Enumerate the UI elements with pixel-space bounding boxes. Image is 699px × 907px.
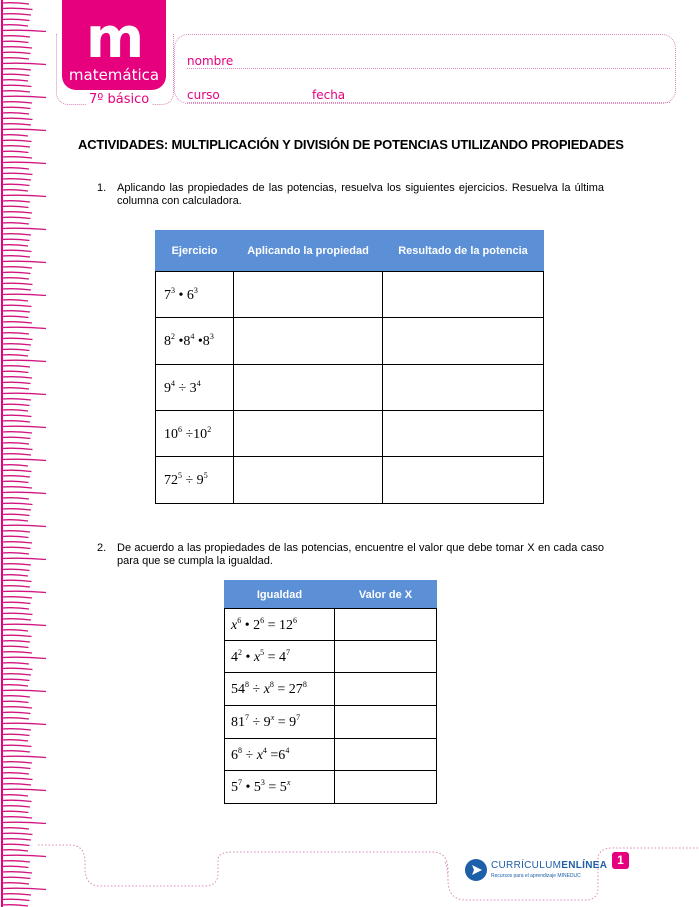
- table-row: [225, 609, 437, 641]
- table-row: [156, 318, 544, 365]
- property-input[interactable]: [234, 318, 383, 365]
- value-x-input[interactable]: [335, 771, 437, 804]
- play-arrow-icon: [465, 859, 487, 881]
- logo-letter: m: [85, 6, 143, 71]
- property-input[interactable]: [234, 365, 383, 411]
- logo-subject: matemática: [68, 66, 160, 84]
- page-title: ACTIVIDADES: MULTIPLICACIÓN Y DIVISIÓN DE POTENCIAS UTILIZANDO PROPIEDADES: [78, 137, 624, 152]
- header-aplicando: Aplicando la propiedad: [234, 231, 383, 272]
- name-field[interactable]: [187, 68, 670, 69]
- result-input[interactable]: [383, 411, 544, 457]
- exercise-table: [155, 230, 544, 504]
- equality-cell: $5^7$ • $5^3 = 5^x$: [225, 771, 335, 804]
- property-input[interactable]: [234, 457, 383, 504]
- table-row: [156, 457, 544, 504]
- exercise-cell: $7^3$ • $6^3$: [156, 272, 234, 318]
- table-row: [225, 739, 437, 771]
- equality-cell: $6^8 \div x^4 =6^4$: [225, 739, 335, 771]
- question-1-text: Aplicando las propiedades de las potencias, resuelva los siguientes ejercicios. Resuelva la última columna con calculadora.: [117, 182, 604, 207]
- page-number: 1: [612, 852, 629, 869]
- student-info-box: [174, 34, 676, 104]
- result-input[interactable]: [383, 318, 544, 365]
- name-label: nombre: [187, 54, 234, 68]
- property-input[interactable]: [234, 411, 383, 457]
- question-1-number: 1.: [97, 182, 107, 194]
- value-x-input[interactable]: [335, 641, 437, 673]
- result-input[interactable]: [383, 457, 544, 504]
- table-row: [225, 771, 437, 804]
- value-x-input[interactable]: [335, 673, 437, 706]
- spiral-binding-decoration: [0, 0, 48, 907]
- header-ejercicio: Ejercicio: [156, 231, 234, 272]
- equality-table: [224, 580, 437, 804]
- table-row: [156, 365, 544, 411]
- header-valor-x: Valor de X: [335, 581, 437, 609]
- equality-cell: $54^8 \div x^8 = 27^8$: [225, 673, 335, 706]
- table-row: [225, 706, 437, 739]
- brand-tagline: Recursos para el aprendizaje MINEDUC: [491, 873, 581, 879]
- equality-cell: $4^2$ • $x^5 = 4^7$: [225, 641, 335, 673]
- table-row: [225, 641, 437, 673]
- question-2-text: De acuerdo a las propiedades de las potencias, encuentre el valor que debe tomar X en cada caso para que se cumpla la igualdad.: [117, 542, 604, 567]
- equality-cell: $x^6$ • $2^6 = 12^6$: [225, 609, 335, 641]
- table-row: [156, 411, 544, 457]
- table-row: [156, 272, 544, 318]
- brand-main: CURRÍCULUM: [491, 860, 562, 871]
- course-label: curso: [187, 88, 220, 102]
- exercise-cell: $72^5 \div 9^5$: [156, 457, 234, 504]
- exercise-cell: $9^4 \div 3^4$: [156, 365, 234, 411]
- date-label: fecha: [312, 88, 346, 102]
- result-input[interactable]: [383, 272, 544, 318]
- value-x-input[interactable]: [335, 706, 437, 739]
- curriculum-en-linea-logo: [465, 856, 615, 886]
- result-input[interactable]: [383, 365, 544, 411]
- brand-accent: ENLÍNEA: [561, 860, 608, 871]
- header-resultado: Resultado de la potencia: [383, 231, 544, 272]
- value-x-input[interactable]: [335, 609, 437, 641]
- property-input[interactable]: [234, 272, 383, 318]
- exercise-cell: $8^2$ $•8^4$ $•8^3$: [156, 318, 234, 365]
- table-row: [225, 673, 437, 706]
- course-date-field[interactable]: [187, 102, 670, 103]
- value-x-input[interactable]: [335, 739, 437, 771]
- exercise-cell: $10^6 \div 10^2$: [156, 411, 234, 457]
- header-igualdad: Igualdad: [225, 581, 335, 609]
- equality-cell: $81^7 \div 9^x = 9^7$: [225, 706, 335, 739]
- question-2-number: 2.: [97, 542, 107, 554]
- grade-label: 7º básico: [86, 92, 152, 107]
